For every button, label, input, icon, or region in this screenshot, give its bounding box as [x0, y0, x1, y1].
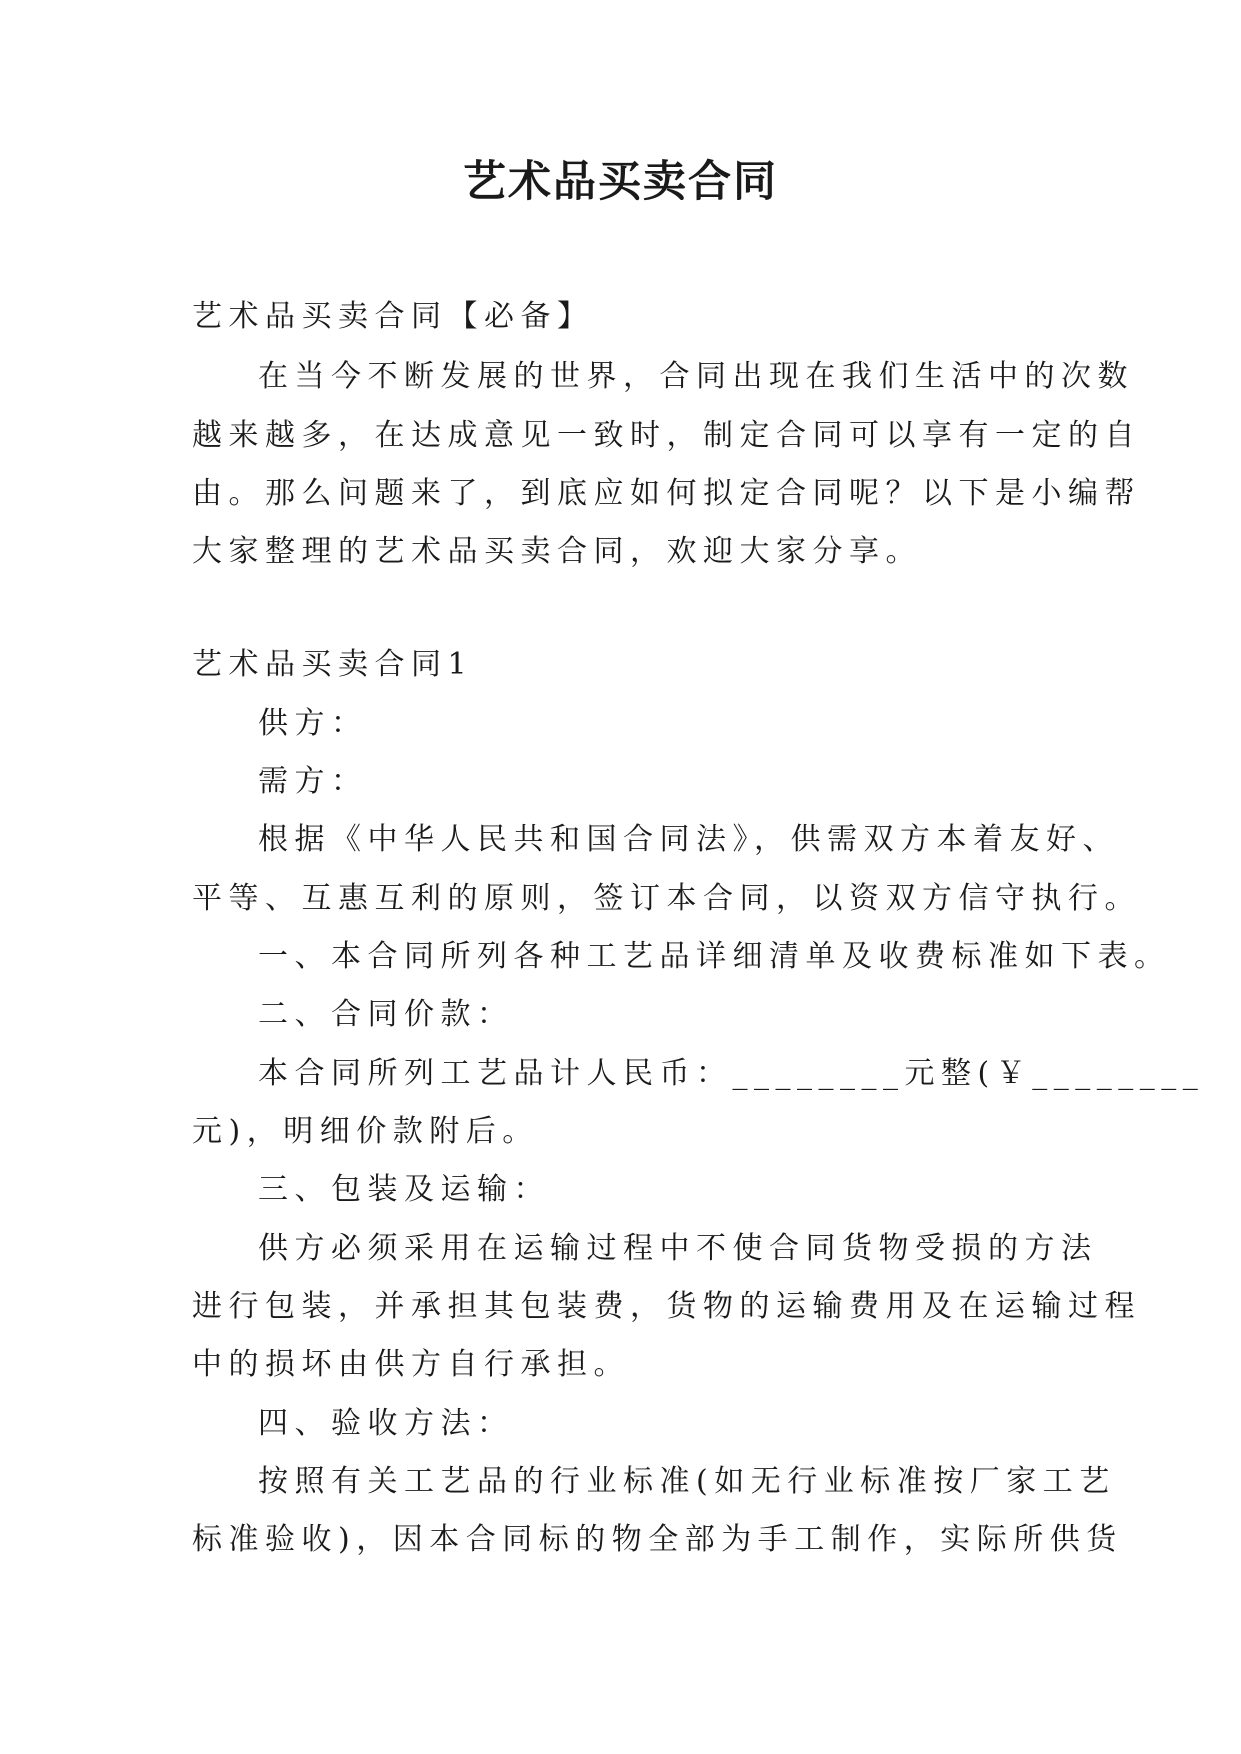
intro-line-4: 大家整理的艺术品买卖合同，欢迎大家分享。 [192, 534, 922, 569]
basis-line-1: 根据《中华人民共和国合同法》，供需双方本着友好、 [258, 822, 1119, 857]
clause-2-heading: 二、合同价款： [258, 997, 514, 1032]
price-line-1: 本合同所列工艺品计人民币：________元整(￥________ [258, 1056, 1205, 1091]
intro-line-1: 在当今不断发展的世界，合同出现在我们生活中的次数 [258, 359, 1134, 394]
packaging-line-3: 中的损坏由供方自行承担。 [192, 1347, 630, 1382]
clause-4-heading: 四、验收方法： [258, 1406, 514, 1441]
clause-1-line: 一、本合同所列各种工艺品详细清单及收费标准如下表。 [258, 939, 1171, 974]
packaging-line-1: 供方必须采用在运输过程中不使合同货物受损的方法 [258, 1231, 1098, 1266]
basis-line-2: 平等、互惠互利的原则，签订本合同，以资双方信守执行。 [192, 881, 1141, 916]
buyer-line: 需方： [258, 764, 368, 799]
document-title: 艺术品买卖合同 [463, 157, 778, 207]
inspection-line-1: 按照有关工艺品的行业标准(如无行业标准按厂家工艺 [258, 1464, 1116, 1499]
intro-line-3: 由。那么问题来了，到底应如何拟定合同呢？以下是小编帮 [192, 476, 1141, 511]
section-heading-contract-1: 艺术品买卖合同1 [192, 647, 474, 682]
inspection-line-2: 标准验收)，因本合同标的物全部为手工制作，实际所供货 [192, 1522, 1123, 1557]
document-subtitle: 艺术品买卖合同【必备】 [192, 299, 594, 334]
price-line-2: 元)，明细价款附后。 [192, 1114, 539, 1149]
packaging-line-2: 进行包装，并承担其包装费，货物的运输费用及在运输过程 [192, 1289, 1141, 1324]
supplier-line: 供方： [258, 706, 368, 741]
clause-3-heading: 三、包装及运输： [258, 1172, 550, 1207]
intro-line-2: 越来越多，在达成意见一致时，制定合同可以享有一定的自 [192, 418, 1141, 453]
